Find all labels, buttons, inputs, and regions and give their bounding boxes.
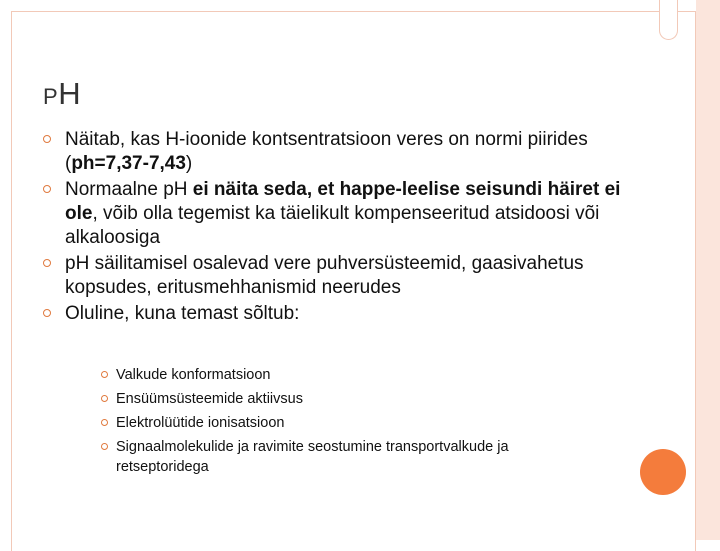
bullet-circle-icon bbox=[101, 443, 108, 450]
sub-bullet-item bbox=[101, 365, 601, 385]
sub-bullet-item bbox=[101, 413, 601, 433]
bullet-text-bold: ph=7,37-7,43 bbox=[71, 153, 186, 174]
bullet-circle-icon bbox=[43, 185, 51, 193]
bullet-circle-icon bbox=[43, 309, 51, 317]
decorative-orange-circle bbox=[640, 449, 686, 495]
bullet-text: , võib olla tegemist ka täielikult kompenseeritud atsidoosi või alkaloosiga bbox=[65, 203, 600, 248]
bullet-list bbox=[43, 128, 633, 328]
bullet-text: Näitab, kas H-ioonide kontsentratsioon veres on normi piirides ( bbox=[65, 129, 588, 174]
bullet-circle-icon bbox=[101, 371, 108, 378]
bullet-text-bold: ei näita seda, et happe-leelise seisundi häiret ei ole bbox=[65, 179, 621, 224]
bullet-circle-icon bbox=[43, 135, 51, 143]
bullet-circle-icon bbox=[43, 259, 51, 267]
sub-bullet-text: Valkude konformatsioon bbox=[116, 367, 271, 383]
sub-bullet-item bbox=[101, 389, 601, 409]
bullet-item bbox=[43, 128, 633, 176]
title-main: H bbox=[58, 76, 82, 111]
bullet-item bbox=[43, 178, 633, 250]
bullet-circle-icon bbox=[101, 395, 108, 402]
bullet-text: ) bbox=[185, 153, 193, 174]
decorative-side-band bbox=[696, 0, 720, 540]
bullet-text: Normaalne pH bbox=[65, 179, 193, 200]
bullet-item bbox=[43, 302, 633, 326]
slide-title bbox=[43, 74, 81, 117]
decorative-tab-shape bbox=[659, 0, 678, 40]
sub-bullet-item bbox=[101, 437, 601, 477]
sub-bullet-text: Elektrolüütide ionisatsioon bbox=[116, 415, 285, 431]
bullet-text: Oluline, kuna temast sõltub: bbox=[65, 303, 300, 324]
bullet-item bbox=[43, 252, 633, 300]
sub-bullet-text: Signaalmolekulide ja ravimite seostumine transportvalkude ja retseptoridega bbox=[116, 439, 509, 475]
title-prefix: P bbox=[43, 84, 59, 109]
bullet-circle-icon bbox=[101, 419, 108, 426]
sub-bullet-list bbox=[101, 365, 601, 481]
sub-bullet-text: Ensüümsüsteemide aktiivsus bbox=[116, 391, 303, 407]
bullet-text: pH säilitamisel osalevad vere puhversüsteemid, gaasivahetus kopsudes, eritusmehhanismid neerudes bbox=[65, 253, 584, 298]
